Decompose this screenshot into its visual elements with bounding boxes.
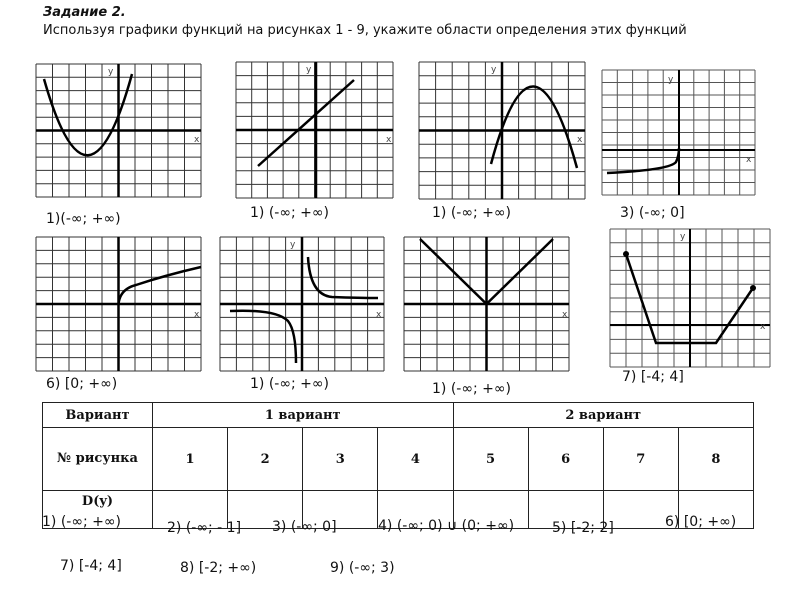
- function-curve: [258, 80, 354, 166]
- figure-number: 8: [678, 428, 753, 491]
- graph-6: [220, 237, 384, 371]
- variant-1-header: 1 вариант: [153, 403, 454, 428]
- svg-text:x: x: [577, 135, 583, 145]
- svg-text:x: x: [386, 135, 392, 145]
- figure-number: 5: [453, 428, 528, 491]
- answer-table: [42, 402, 754, 529]
- figure-answer-2: 1) (-∞; +∞): [250, 205, 330, 221]
- graph-7: [404, 237, 569, 371]
- figure-number: 2: [228, 428, 303, 491]
- option-3: 3) (-∞; 0]: [272, 519, 337, 535]
- figure-answer-1: 1)(-∞; +∞): [46, 211, 121, 227]
- svg-text:x: x: [760, 322, 766, 332]
- figure-number: 1: [153, 428, 228, 491]
- figure-answer-6: 1) (-∞; +∞): [250, 376, 330, 392]
- graph-1: [36, 64, 201, 197]
- task-instructions: Используя графики функций на рисунках 1 - 9, укажите области определения этих функций: [43, 23, 687, 38]
- graph-8: [610, 229, 770, 367]
- svg-text:y: y: [306, 65, 312, 75]
- function-curve-left: [230, 311, 296, 363]
- svg-text:x: x: [194, 310, 200, 320]
- figure-answer-4: 3) (-∞; 0]: [620, 205, 685, 221]
- option-4: 4) (-∞; 0) ∪ (0; +∞): [378, 518, 515, 534]
- figure-answer-5: 6) [0; +∞): [46, 376, 118, 392]
- figure-number: 6: [528, 428, 603, 491]
- svg-text:y: y: [668, 75, 674, 85]
- function-curve: [491, 86, 577, 168]
- figure-answer-3: 1) (-∞; +∞): [432, 205, 512, 221]
- graph-4: [602, 70, 755, 195]
- figure-number: 4: [378, 428, 453, 491]
- graph-3: [419, 62, 585, 199]
- figure-no-label: № рисунка: [43, 428, 153, 491]
- figure-answer-8: 7) [-4; 4]: [622, 369, 684, 385]
- figure-number: 7: [603, 428, 678, 491]
- y-axis-label: y: [108, 67, 114, 77]
- option-7: 7) [-4; 4]: [60, 558, 122, 574]
- option-6: 6) [0; +∞): [665, 514, 737, 530]
- graph-5: [36, 237, 201, 371]
- option-9: 9) (-∞; 3): [330, 560, 395, 576]
- endpoint-left: [623, 251, 629, 257]
- svg-text:y: y: [491, 65, 497, 75]
- option-8: 8) [-2; +∞): [180, 560, 257, 576]
- task-title: Задание 2.: [43, 5, 126, 20]
- dy-label: D(y): [43, 491, 153, 529]
- variant-2-header: 2 вариант: [453, 403, 754, 428]
- svg-text:y: y: [290, 240, 296, 250]
- svg-text:x: x: [746, 155, 752, 165]
- figure-answer-7: 1) (-∞; +∞): [432, 381, 512, 397]
- table-header-row: [43, 403, 754, 428]
- option-2: 2) (-∞; - 1]: [167, 520, 242, 536]
- option-1: 1) (-∞; +∞): [42, 514, 122, 530]
- figure-numbers-row: [43, 428, 754, 491]
- variant-header: Вариант: [43, 403, 153, 428]
- svg-text:x: x: [376, 310, 382, 320]
- function-curve: [119, 267, 202, 304]
- graph-2: [236, 62, 393, 198]
- figure-number: 3: [303, 428, 378, 491]
- svg-text:x: x: [562, 310, 568, 320]
- endpoint-right: [750, 285, 756, 291]
- x-axis-label: x: [194, 135, 200, 145]
- svg-text:y: y: [680, 232, 686, 242]
- option-5: 5) [-2; 2]: [552, 520, 614, 536]
